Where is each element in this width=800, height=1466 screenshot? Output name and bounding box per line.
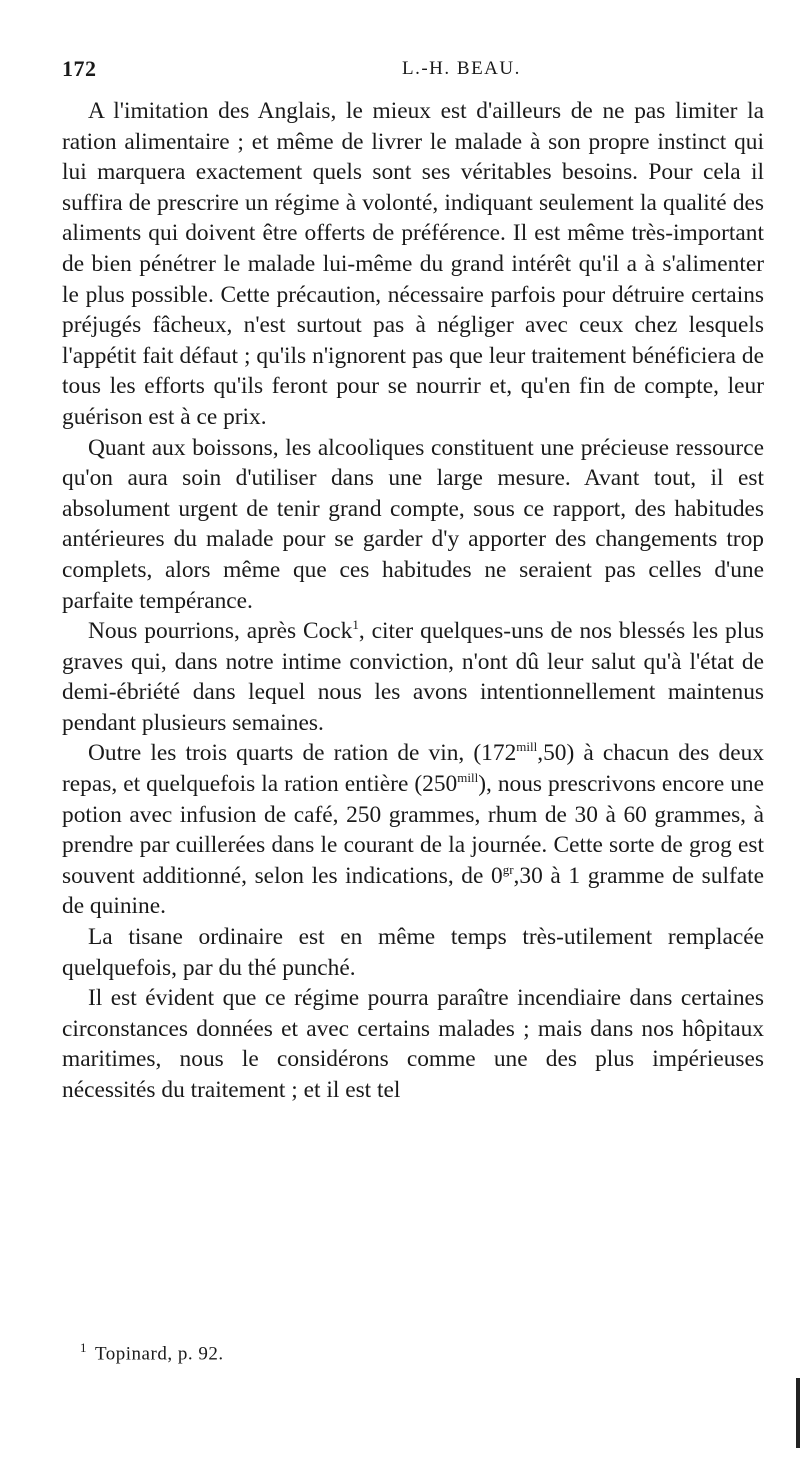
- superscript: 1: [352, 617, 359, 633]
- paragraph: [62, 738, 764, 922]
- text-run: La tisane ordinaire est en même temps très-utilement remplacée quelquefois, par du thé punché.: [62, 924, 764, 981]
- text-run: Nous pourrions, après Cock: [88, 618, 353, 645]
- superscript: gr: [502, 862, 514, 878]
- footnote-text: Topinard, p. 92.: [95, 1343, 224, 1365]
- paragraph: [62, 433, 764, 617]
- footnote: [80, 1340, 224, 1365]
- paragraph: [62, 922, 764, 983]
- text-run: ,50) à chacun des deux repas, et quelquefois la ration entière (250: [62, 740, 764, 798]
- text-run: , citer quelques-uns de nos blessés les plus graves qui, dans notre intime conviction, n'ont dû leur salut qu'à l'état de demi-ébriété dans lequel nous les avons intentionnellement maintenus pendant plusieurs semaines.: [62, 618, 764, 736]
- page-header: [62, 56, 764, 86]
- text-run: Il est évident que ce régime pourra paraître incendiaire dans certaines circonstances données et avec certains malades ; mais dans nos hôpitaux maritimes, nous le considérons comme une des plus impérieuses nécessités du traitement ; et il est tel: [62, 985, 764, 1103]
- body-text: [62, 96, 764, 1106]
- text-run: Outre les trois quarts de ration de vin, (172: [88, 740, 517, 767]
- paragraph: [62, 616, 764, 738]
- text-run: A l'imitation des Anglais, le mieux est d'ailleurs de ne pas limiter la ration alimentaire ; et même de livrer le malade à son propre instinct qui lui marquera exactement quels sont ses véritables besoins. Pour cela il suffira de prescrire un régime à volonté, indiquant seulement la qualité des aliments qui doivent être offerts de préférence. Il est même très-important de bien pénétrer le malade lui-même du grand intérêt qu'il a à s'alimenter le plus possible. Cette précaution, nécessaire parfois pour détruire certains préjugés fâcheux, n'est surtout pas à négliger avec ceux chez lesquels l'appétit fait défaut ; qu'ils n'ignorent pas que leur traitement bénéficiera de tous les efforts qu'ils feront pour se nourrir et, qu'en fin de compte, leur guérison est à ce prix.: [62, 98, 764, 430]
- running-head: L.-H. BEAU.: [402, 58, 521, 79]
- page-number: 172: [62, 56, 97, 81]
- text-run: Quant aux boissons, les alcooliques constituent une précieuse ressource qu'on aura soin d'utiliser dans une large mesure. Avant tout, il est absolument urgent de tenir grand compte, sous ce rapport, des habitudes antérieures du malade pour se garder d'y apporter des changements trop complets, alors même que ces habitudes ne seraient pas celles d'une parfaite tempérance.: [62, 434, 764, 614]
- text-run: ,30 à 1 gramme de sulfate de quinine.: [62, 862, 764, 920]
- superscript: mill: [457, 770, 479, 786]
- text-run: ), nous prescrivons encore une potion avec infusion de café, 250 grammes, rhum de 30 à 60 grammes, à prendre par cuillerées dans le courant de la journée. Cette sorte de grog est souvent additionné, selon les indications, de 0: [62, 771, 764, 889]
- footnote-mark: 1: [80, 1340, 87, 1355]
- paragraph: [62, 983, 764, 1105]
- scan-edge-mark: [796, 1378, 800, 1448]
- superscript: mill: [516, 739, 538, 755]
- paragraph: [62, 96, 764, 433]
